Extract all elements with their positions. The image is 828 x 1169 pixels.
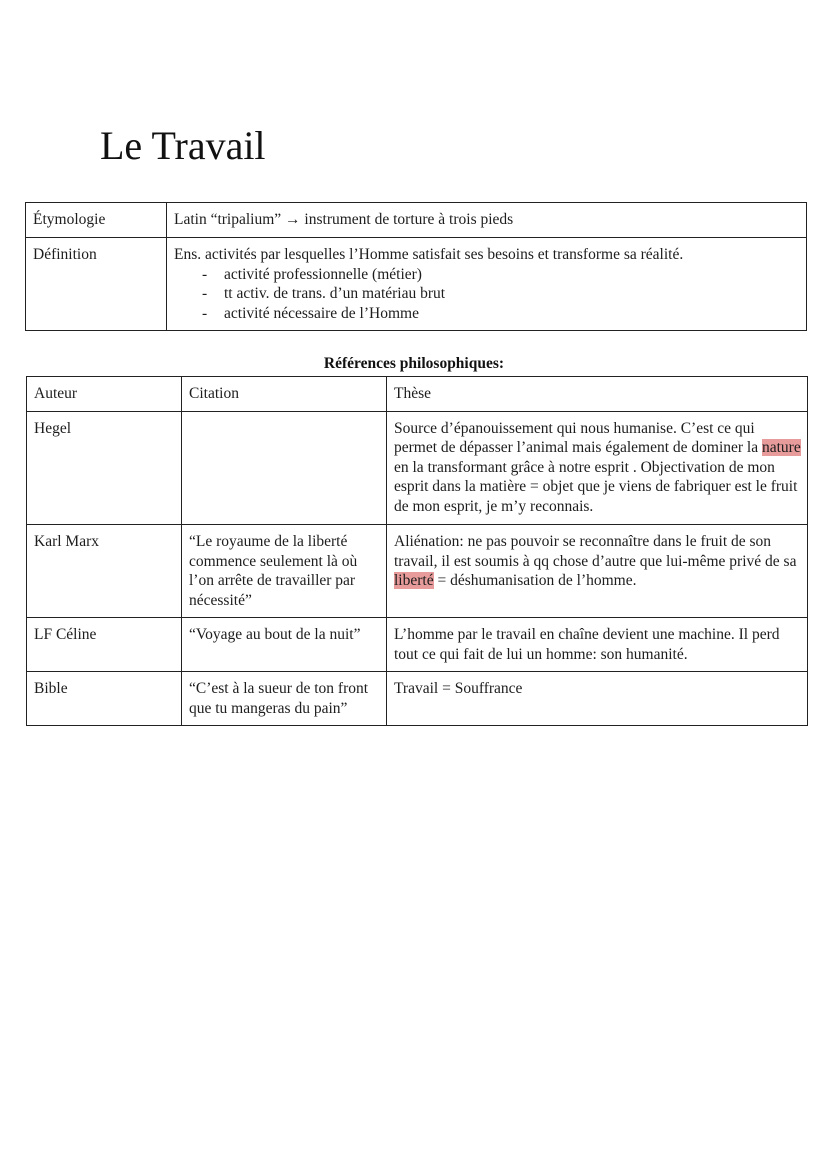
- column-header-citation: Citation: [182, 377, 387, 412]
- author-cell: Hegel: [27, 411, 182, 525]
- definition-cell: Latin “tripalium” → instrument de torture à trois pieds: [167, 203, 807, 238]
- table-row-celine: [27, 618, 808, 672]
- author-cell: Karl Marx: [27, 525, 182, 618]
- table-row-hegel: [27, 411, 808, 525]
- section-heading: Références philosophiques:: [323, 355, 505, 372]
- thesis-cell: [387, 411, 808, 525]
- table-row-marx: [27, 525, 808, 618]
- table-row-definition: [26, 238, 807, 331]
- thesis-cell: [387, 525, 808, 618]
- table-row-etymology: [26, 203, 807, 238]
- highlighted-word: liberté: [394, 572, 434, 589]
- term-cell: Étymologie: [26, 203, 167, 238]
- author-cell: Bible: [27, 672, 182, 726]
- author-cell: LF Céline: [27, 618, 182, 672]
- list-item: - activité professionnelle (métier): [202, 265, 800, 285]
- thesis-cell: L’homme par le travail en chaîne devient une machine. Il perd tout ce qui fait de lui un homme: son humanité.: [387, 618, 808, 672]
- column-header-author: Auteur: [27, 377, 182, 412]
- definition-text: Ens. activités par lesquelles l’Homme satisfait ses besoins et transforme sa réalité.: [174, 246, 684, 263]
- quote-cell: [182, 411, 387, 525]
- thesis-cell: Travail = Souffrance: [387, 672, 808, 726]
- definition-bullet-list: [174, 265, 800, 324]
- quote-cell: “Le royaume de la liberté commence seulement là où l’on arrête de travailler par nécessité”: [182, 525, 387, 618]
- definitions-table: [25, 202, 807, 331]
- column-header-these: Thèse: [387, 377, 808, 412]
- thesis-text: Aliénation: ne pas pouvoir se reconnaître dans le fruit de son travail, il est soumis à qq chose d’autre que lui-même privé de sa: [394, 533, 797, 570]
- table-row-bible: [27, 672, 808, 726]
- thesis-text: Source d’épanouissement qui nous humanise. C’est ce qui permet de dépasser l’animal mais également de dominer la: [394, 419, 762, 456]
- thesis-text: = déshumanisation de l’homme.: [433, 572, 637, 589]
- table-header-row: [27, 377, 808, 412]
- references-table: [26, 376, 808, 726]
- quote-cell: “C’est à la sueur de ton front que tu mangeras du pain”: [182, 672, 387, 726]
- definition-cell: [167, 238, 807, 331]
- list-item: - tt activ. de trans. d’un matériau brut: [202, 284, 800, 304]
- thesis-text: en la transformant grâce à notre esprit . Objectivation de mon esprit dans la matière = objet que je viens de fabriquer est le fruit de mon esprit, je m’y reconnais.: [394, 458, 798, 515]
- highlighted-word: nature: [761, 439, 801, 456]
- term-cell: Définition: [26, 238, 167, 331]
- list-item: - activité nécessaire de l’Homme: [202, 304, 800, 324]
- page-title: Le Travail: [100, 123, 266, 168]
- quote-cell: “Voyage au bout de la nuit”: [182, 618, 387, 672]
